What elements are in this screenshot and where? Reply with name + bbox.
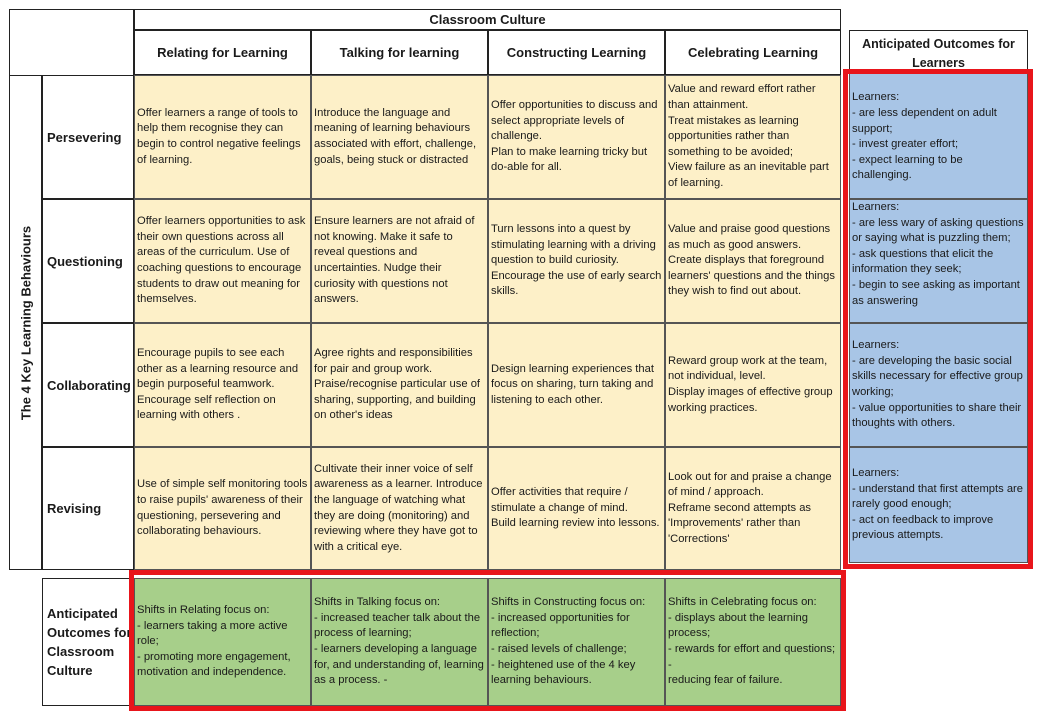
cell-text: Encourage pupils to see each other as a learning resource and begin purposeful teamwork. Encourage self reflection on learning with others . <box>137 347 299 422</box>
cell-persevering-celebrating <box>665 75 841 199</box>
cell-text: Design learning experiences that focus on sharing, turn taking and listening to each other. <box>491 362 654 406</box>
outcome-questioning <box>849 199 1028 323</box>
column-label: Relating for Learning <box>157 45 288 60</box>
cell-text: Shifts in Relating focus on: - learners taking a more active role; - promoting more engagement, motivation and independence. <box>137 604 291 679</box>
outcome-collaborating <box>849 323 1028 447</box>
cell-text: Ensure learners are not afraid of not knowing. Make it safe to reveal questions and uncertainties. Nudge their curiosity with questions not answers. <box>314 215 475 306</box>
outcomes-learners-title: Anticipated Outcomes for Learners <box>862 37 1015 70</box>
cell-text: Use of simple self monitoring tools to raise pupils' awareness of their questioning, persevering and collaborating behaviours. <box>137 478 308 538</box>
row-label-text: Questioning <box>47 253 123 269</box>
cell-text: Offer learners a range of tools to help them recognise they can begin to control negative feelings of learning. <box>137 106 301 166</box>
cell-text: Shifts in Talking focus on: - increased teacher talk about the process of learning; - learners developing a language for, and understanding of, learning as a process. - <box>314 596 484 687</box>
cell-revising-relating <box>134 447 311 570</box>
outcome-text: Learners: - are less wary of asking questions or saying what is puzzling them; - ask questions that elicit the information they seek; - begin to see asking as important as answering <box>852 201 1024 307</box>
column-header-constructing <box>488 30 665 75</box>
column-label: Celebrating Learning <box>687 45 819 60</box>
cell-text: Agree rights and responsibilities for pair and group work. Praise/recognise particular use of sharing, supporting, and building on other's ideas <box>314 347 481 422</box>
outcome-text: Learners: - understand that first attempts are rarely good enough; - act on feedback to improve previous attempts. <box>852 467 1024 542</box>
cell-revising-constructing <box>488 447 665 570</box>
classroom-outcomes-label-box <box>42 578 134 706</box>
column-header-talking <box>311 30 488 75</box>
corner-blank <box>9 9 134 75</box>
row-label-text: Revising <box>47 501 102 516</box>
classroom-culture-title: Classroom Culture <box>429 12 546 27</box>
classroom-outcome-celebrating <box>665 578 841 706</box>
cell-text: Cultivate their inner voice of self awareness as a learner. Introduce the language of watching what they are doing (monitoring) and reviewing where they have got to with a critical eye. <box>314 462 483 553</box>
outcome-persevering <box>849 72 1028 199</box>
row-label-revising <box>42 447 134 570</box>
cell-text: Shifts in Celebrating focus on: - displays about the learning process; - rewards for effort and questions; - reducing fear of failure. <box>668 596 836 687</box>
classroom-outcome-relating <box>134 578 311 706</box>
outcome-revising <box>849 447 1028 563</box>
cell-text: Look out for and praise a change of mind / approach. Reframe second attempts as 'Improvements' rather than 'Corrections' <box>668 470 832 545</box>
classroom-culture-header <box>134 9 841 30</box>
cell-questioning-talking <box>311 199 488 323</box>
row-label-collaborating <box>42 323 134 447</box>
classroom-outcome-talking <box>311 578 488 706</box>
column-label: Constructing Learning <box>506 45 647 60</box>
row-label-questioning <box>42 199 134 323</box>
cell-text: Value and praise good questions as much as good answers. Create displays that foreground learners' questions and the things they wish to find out about. <box>668 223 835 298</box>
cell-text: Shifts in Constructing focus on: - increased opportunities for reflection; - raised levels of challenge; - heightened use of the 4 key learning behaviours. <box>491 596 646 687</box>
cell-revising-talking <box>311 447 488 570</box>
row-label-text: Persevering <box>47 129 122 145</box>
outcomes-learners-header <box>849 30 1028 72</box>
cell-questioning-relating <box>134 199 311 323</box>
cell-collaborating-talking <box>311 323 488 447</box>
cell-persevering-constructing <box>488 75 665 199</box>
cell-text: Offer learners opportunities to ask their own questions across all areas of the curriculum. Use of coaching questions to encourage students to draw out meaning for themselves. <box>137 215 306 306</box>
cell-text: Introduce the language and meaning of learning behaviours associated with effort, challenge, goals, being stuck or distracted <box>314 106 477 166</box>
cell-persevering-relating <box>134 75 311 199</box>
side-label: The 4 Key Learning Behaviours <box>18 225 33 420</box>
cell-collaborating-relating <box>134 323 311 447</box>
classroom-outcome-constructing <box>488 578 665 706</box>
cell-collaborating-celebrating <box>665 323 841 447</box>
outcome-text: Learners: - are less dependent on adult support; - invest greater effort; - expect learning to be challenging. <box>852 91 997 182</box>
column-header-celebrating <box>665 30 841 75</box>
cell-questioning-celebrating <box>665 199 841 323</box>
cell-text: Turn lessons into a quest by stimulating learning with a driving question to build curiosity. Encourage the use of early search skills. <box>491 223 662 298</box>
cell-revising-celebrating <box>665 447 841 570</box>
outcome-text: Learners: - are developing the basic social skills necessary for effective group working; - value opportunities to share their thoughts with others. <box>852 339 1023 430</box>
cell-text: Offer opportunities to discuss and select appropriate levels of challenge. Plan to make learning tricky but do-able for all. <box>491 99 658 174</box>
classroom-outcomes-label: Anticipated Outcomes for Classroom Culture <box>47 606 132 678</box>
cell-text: Offer activities that require / stimulate a change of mind. Build learning review into lessons. <box>491 486 660 530</box>
column-header-relating <box>134 30 311 75</box>
cell-questioning-constructing <box>488 199 665 323</box>
cell-text: Reward group work at the team, not individual, level. Display images of effective group working practices. <box>668 354 833 414</box>
cell-text: Value and reward effort rather than attainment. Treat mistakes as learning opportunities rather than something to be avoided; View failure as an inevitable part of learning. <box>668 83 829 189</box>
column-label: Talking for learning <box>339 45 460 60</box>
cell-collaborating-constructing <box>488 323 665 447</box>
row-label-persevering <box>42 75 134 199</box>
cell-persevering-talking <box>311 75 488 199</box>
row-label-text: Collaborating <box>47 377 131 393</box>
side-label-box <box>9 75 42 570</box>
